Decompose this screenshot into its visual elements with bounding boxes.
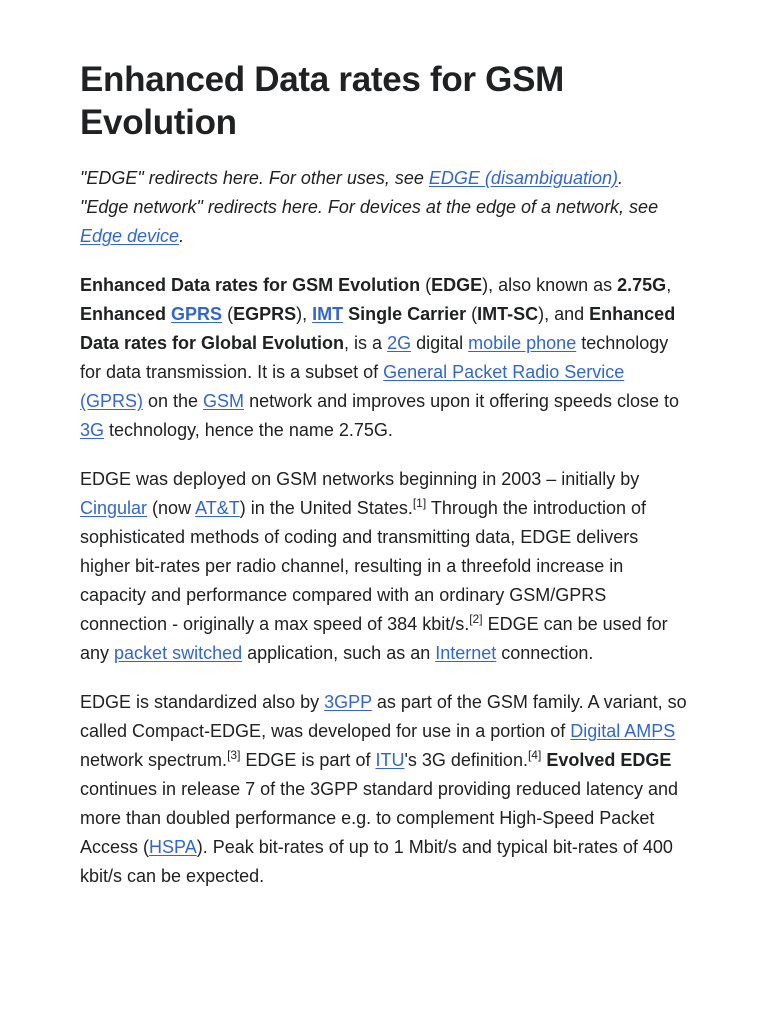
bold-term: 2.75G [617, 275, 667, 295]
text: network spectrum. [80, 750, 228, 770]
page-title: Enhanced Data rates for GSM Evolution [80, 60, 564, 142]
text: , [666, 275, 672, 295]
bold-term: Enhanced Data rates for GSM Evolution [80, 275, 421, 295]
text: continues in release 7 of the 3GPP standard providing reduced latency and more than doubled performance e.g. to complement High-Speed Packet Access ( [80, 779, 679, 857]
text: ), also known as [482, 275, 618, 295]
link-cingular[interactable]: Cingular [80, 498, 148, 518]
text: ( [420, 275, 432, 295]
bold-term: EDGE [431, 275, 483, 295]
bold-term: Evolved EDGE [546, 750, 672, 770]
paragraph-standardization [80, 688, 688, 891]
bold-term: IMT-SC [477, 304, 539, 324]
hatnote: "EDGE" redirects here. For other uses, see EDGE (disambiguation). "Edge network" redirects here. For devices at the edge of a network, see Edge device. [80, 168, 659, 246]
text: ). Peak bit-rates of up to 1 Mbit/s and typical bit-rates of 400 kbit/s can be expected. [80, 837, 673, 886]
text: EDGE is standardized also by [80, 692, 325, 712]
link-imt[interactable]: IMT [312, 304, 344, 324]
text: technology, hence the name 2.75G. [104, 420, 393, 440]
link-3gpp[interactable]: 3GPP [324, 692, 372, 712]
text: (now [147, 498, 196, 518]
text: EDGE is part of [240, 750, 376, 770]
bold-term: EGPRS [233, 304, 297, 324]
text: ( [222, 304, 234, 324]
link-mobile-phone[interactable]: mobile phone [468, 333, 577, 353]
link-edge-device[interactable]: Edge device [80, 226, 180, 246]
text: digital [411, 333, 469, 353]
link-gprs-full[interactable]: General Packet Radio Service (GPRS) [80, 362, 625, 411]
hatnote-text: "Edge network" redirects here. For devices at the edge of a network, see [80, 197, 659, 217]
link-digital-amps[interactable]: Digital AMPS [570, 721, 676, 741]
text: network and improves upon it offering speeds close to [244, 391, 679, 411]
text: ( [466, 304, 478, 324]
link-itu[interactable]: ITU [375, 750, 405, 770]
text: ), and [538, 304, 590, 324]
text: on the [143, 391, 204, 411]
text: ) in the United States. [239, 498, 413, 518]
reference-3[interactable]: [3] [227, 748, 241, 762]
text: , is a [344, 333, 388, 353]
reference-1[interactable]: [1] [412, 496, 427, 510]
text: application, such as an [242, 643, 436, 663]
paragraph-deployment [80, 465, 688, 668]
text: ), [296, 304, 313, 324]
bold-term: Enhanced [80, 304, 167, 324]
text: as part of the GSM family. A variant, so called Compact-EDGE, was developed for use in a portion of [80, 692, 687, 741]
bold-term: Enhanced Data rates for Global Evolution [80, 304, 676, 353]
link-2g[interactable]: 2G [387, 333, 412, 353]
text: 's 3G definition. [404, 750, 528, 770]
link-gsm[interactable]: GSM [203, 391, 245, 411]
link-internet[interactable]: Internet [435, 643, 497, 663]
link-edge-disambiguation[interactable]: EDGE (disambiguation) [428, 168, 619, 188]
link-hspa[interactable]: HSPA [149, 837, 197, 857]
text: EDGE was deployed on GSM networks beginning in 2003 – initially by [80, 469, 640, 489]
link-packet-switched[interactable]: packet switched [114, 643, 243, 663]
link-3g[interactable]: 3G [80, 420, 105, 440]
paragraph-intro [80, 271, 688, 445]
reference-4[interactable]: [4] [527, 748, 542, 762]
link-att[interactable]: AT&T [195, 498, 240, 518]
reference-2[interactable]: [2] [469, 612, 483, 626]
hatnote-text: "EDGE" redirects here. For other uses, see [80, 168, 429, 188]
link-gprs[interactable]: GPRS [171, 304, 223, 324]
text: Through the introduction of sophisticated methods of coding and transmitting data, EDGE delivers higher bit-rates per radio channel, resulting in a threefold increase in capacity and performance compared with an ordinary GSM/GPRS connection - originally a max speed of 384 kbit/s. [80, 498, 647, 634]
text: EDGE can be used for any [80, 614, 668, 663]
text: connection. [496, 643, 594, 663]
text: technology for data transmission. It is a subset of [80, 333, 669, 382]
bold-term: Single Carrier [343, 304, 467, 324]
